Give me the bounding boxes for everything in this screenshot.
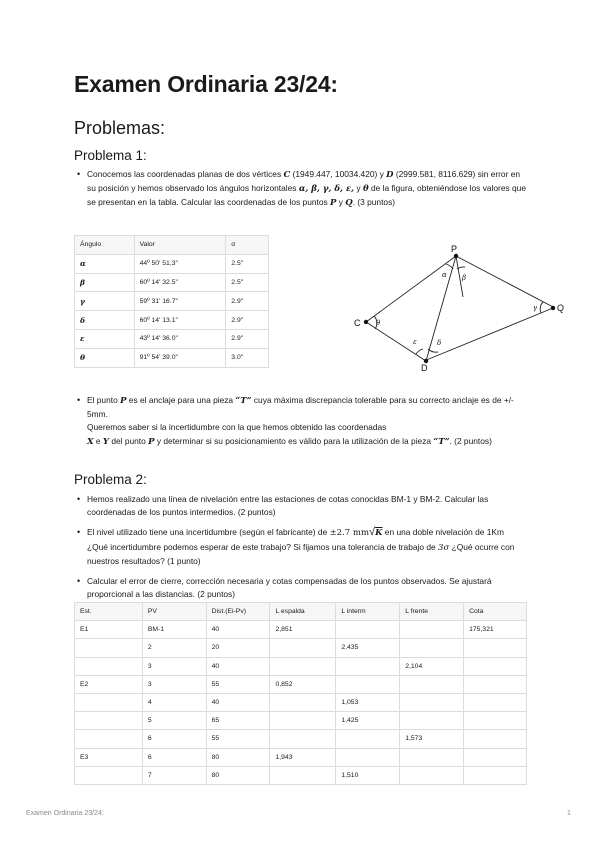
cell: 5 [142,712,206,730]
footer-title: Examen Ordinaria 23/24: [26,810,104,817]
cell [464,657,527,675]
table-row [75,748,527,766]
label-p: P [451,244,458,254]
cell: 4 [142,693,206,711]
cell [75,639,143,657]
cell: 3 [142,675,206,693]
col-cota: Cota [464,603,527,621]
col-l-frente: L frente [400,603,464,621]
label-d: D [421,363,428,373]
cell [464,675,527,693]
edge-p-c [366,256,456,322]
table-row [75,311,269,330]
footer-page-number: 1 [567,810,571,817]
cell: E2 [75,675,143,693]
cell: 1,510 [336,766,400,784]
problem1-statement [74,168,527,211]
cell [400,693,464,711]
cell: 40 [206,657,270,675]
table-row [75,639,527,657]
table-row [75,766,527,784]
table-row [75,292,269,311]
cell: 2 [142,639,206,657]
label-theta: θ [376,319,381,327]
cell [75,712,143,730]
section-heading: Problemas: [74,118,166,138]
cell: BM-1 [142,621,206,639]
cell: 40 [206,693,270,711]
cell: 1,943 [270,748,336,766]
cell: 1,053 [336,693,400,711]
cell: 6 [142,748,206,766]
edge-d-q [424,308,553,361]
label-delta: δ [437,339,442,347]
cell: 0,852 [270,675,336,693]
cell [270,766,336,784]
cell [336,730,400,748]
cell [75,766,143,784]
col-l-espalda: L espalda [270,603,336,621]
cell: 55 [206,675,270,693]
angle-value: 59º 31' 16.7'' [134,292,226,311]
edge-c-d [366,322,426,361]
cell [400,675,464,693]
cell: 6 [142,730,206,748]
leveling-table [74,602,527,785]
cell: 65 [206,712,270,730]
problem2-bullet-1: • Hemos realizado una línea de nivelación entre las estaciones de cotas conocidas BM-1 y BM-2. Calcular las coordenadas de los puntos intermedios. (2 puntos) [74,493,527,519]
angle-value: 60º 14' 13.1'' [134,311,226,330]
angle-value: 91º 54' 39.0'' [134,348,226,367]
angles-table [74,235,269,368]
cell [400,766,464,784]
table-row [75,675,527,693]
cell [270,693,336,711]
cell [400,748,464,766]
col-angulo: Ángulo [75,236,135,255]
cell [270,657,336,675]
table-row [75,657,527,675]
angle-sigma: 2.9'' [226,292,269,311]
angles-table-header [75,236,269,255]
cell [75,693,143,711]
problem2-heading: Problema 2: [74,472,147,487]
cell: 80 [206,748,270,766]
angle-symbol: θ [75,348,135,367]
angle-symbol: ε [75,329,135,348]
cell [270,712,336,730]
problem1-heading: Problema 1: [74,148,147,163]
table-row [75,712,527,730]
cell [464,693,527,711]
col-l-interm: L interm [336,603,400,621]
cell: 2,435 [336,639,400,657]
cell: 20 [206,639,270,657]
cell [336,621,400,639]
label-beta: β [462,274,467,282]
cell [464,639,527,657]
arc-epsilon [416,349,423,354]
cell: 1,573 [400,730,464,748]
table-row [75,693,527,711]
angle-symbol: δ [75,311,135,330]
col-est: Est. [75,603,143,621]
cell: E1 [75,621,143,639]
label-q: Q [557,303,565,313]
angle-value: 60º 14' 32.5'' [134,273,226,292]
col-dist: Dist.(Ei-Pv) [206,603,270,621]
col-sigma: σ [226,236,269,255]
cell [336,675,400,693]
problem2-bullet-3: • Calcular el error de cierre, corrección necesaria y cotas compensadas de los puntos observados. Se ajustará proporcional a las distancias. (2 puntos) [74,575,527,601]
leveling-table-header [75,603,527,621]
cell: 2,851 [270,621,336,639]
angle-symbol: α [75,254,135,273]
table-row [75,254,269,273]
label-alpha: α [442,271,447,279]
cell: E3 [75,748,143,766]
col-pv: PV [142,603,206,621]
cell [400,621,464,639]
point-p-marker [454,254,458,258]
table-row [75,273,269,292]
cell: 3 [142,657,206,675]
cell: 80 [206,766,270,784]
problem2-bullet-2: • El nivel utilizado tiene una incertidumbre (según el fabricante) de ±2.7 mm√K en una doble nivelación de 1Km ¿Qué incertidumbre podemos esperar de este trabajo? Si fijamos una tolerancia de trabajo de 3σ ¿Qué ocurre con nuestros resultados? (1 punto) [74,526,527,568]
table-row [75,621,527,639]
problem1-bullet: • Conocemos las coordenadas planas de dos vértices C (1949.447, 10034.420) y D (2999.581, 8116.629) sin error en su posición y hemos observado los ángulos horizontales α, β, γ, δ, ε, y θ de la figura, obteniéndose los valores que se presentan en la tabla. Calcular las coordenadas de los puntos P y Q. (3 puntos) [74,168,527,211]
cell [464,730,527,748]
angle-sigma: 2.5'' [226,254,269,273]
cell [336,657,400,675]
cell [75,730,143,748]
problem1-second-statement [74,394,527,449]
cell: 1,425 [336,712,400,730]
cell: 55 [206,730,270,748]
angle-sigma: 2.5'' [226,273,269,292]
triangulation-figure [344,240,565,375]
label-gamma: γ [533,304,538,312]
label-epsilon: ε [413,338,417,346]
page-title: Examen Ordinaria 23/24: [74,71,338,97]
angle-symbol: β [75,273,135,292]
cell [464,712,527,730]
point-c-marker [364,320,368,324]
table-row [75,348,269,367]
angle-value: 43º 14' 36.0'' [134,329,226,348]
cell [336,748,400,766]
problem1-bullet-2: • El punto P es el anclaje para una pieza “T” cuya máxima discrepancia tolerable para su correcto anclaje es de +/- 5mm. Queremos saber si la incertidumbre con la que hemos obtenido las coordenadas X e Y del punto P y determinar si su posicionamiento es válido para la utilización de la pieza “T”. (2 puntos) [74,394,527,449]
cell [270,639,336,657]
problem2-statement [74,493,527,601]
edge-p-q [456,256,555,308]
arc-gamma [540,302,543,313]
cell [400,712,464,730]
cell: 175,321 [464,621,527,639]
angle-sigma: 2.9'' [226,329,269,348]
cell: 40 [206,621,270,639]
label-c: C [354,318,361,328]
arc-alpha [446,264,453,269]
angle-symbol: γ [75,292,135,311]
cell [75,657,143,675]
table-row [75,329,269,348]
angle-value: 44º 50' 51,3'' [134,254,226,273]
cell: 7 [142,766,206,784]
cell [400,639,464,657]
table-row [75,730,527,748]
cell: 2,104 [400,657,464,675]
angle-sigma: 3.0'' [226,348,269,367]
cell [270,730,336,748]
cell [464,766,527,784]
col-valor: Valor [134,236,226,255]
cell [464,748,527,766]
angle-sigma: 2.9'' [226,311,269,330]
point-q-marker [551,306,555,310]
